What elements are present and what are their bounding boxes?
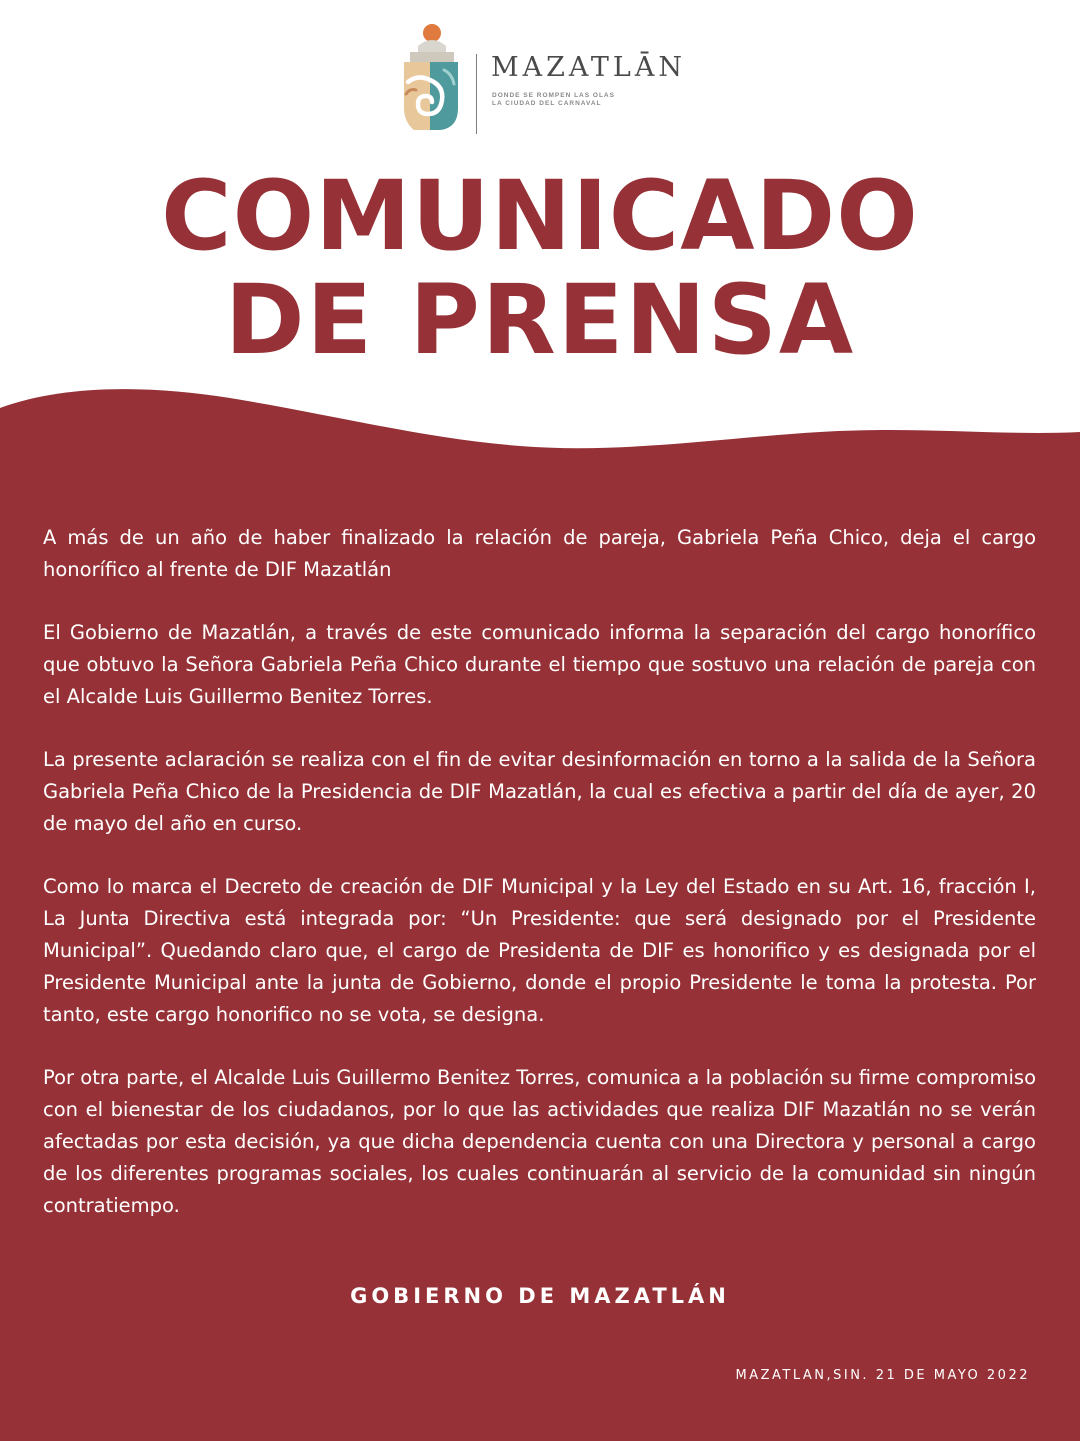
body-paragraph-2: El Gobierno de Mazatlán, a través de este comunicado informa la separación del cargo honorífico que obtuvo la Señora Gabriela Peña Chico durante el tiempo que sostuvo una relación de pareja con el Alcalde Luis Guillermo Benitez Torres. <box>43 621 1036 708</box>
body-paragraph-5: Por otra parte, el Alcalde Luis Guillermo Benitez Torres, comunica a la población su firme compromiso con el bienestar de los ciudadanos, por lo que las actividades que realiza DIF Mazatlán no se verán afectadas por esta decisión, ya que dicha dependencia cuenta con una Directora y personal a cargo de los diferentes programas sociales, los cuales continuarán al servicio de la comunidad sin ningún contratiempo. <box>43 1066 1036 1217</box>
press-release-body <box>43 522 1036 1222</box>
page-title-line-1: COMUNICADO <box>161 160 919 272</box>
body-paragraph-1: A más de un año de haber finalizado la relación de pareja, Gabriela Peña Chico, deja el cargo honorífico al frente de DIF Mazatlán <box>43 526 1036 581</box>
logo-tagline-2: LA CIUDAD DEL CARNAVAL <box>492 100 602 107</box>
logo-tagline-1: DONDE SE ROMPEN LAS OLAS <box>492 92 615 99</box>
signature: GOBIERNO DE MAZATLÁN <box>350 1284 730 1308</box>
mazatlan-logo <box>400 22 700 134</box>
logo-divider <box>476 54 477 134</box>
release-date: MAZATLAN,SIN. 21 DE MAYO 2022 <box>735 1368 1030 1383</box>
page-title-line-2: DE PRENSA <box>224 264 856 376</box>
body-paragraph-4: Como lo marca el Decreto de creación de DIF Municipal y la Ley del Estado en su Art. 16, fracción I, La Junta Directiva está integrada por: “Un Presidente: que será designado por el Presidente Municipal”. Quedando claro que, el cargo de Presidenta de DIF es honorifico y es designada por el Presidente Municipal ante la junta de Gobierno, donde el propio Presidente le toma la protesta. Por tanto, este cargo honorifico no se vota, se designa. <box>43 875 1036 1026</box>
logo-name: MAZATLĀN <box>491 52 686 83</box>
body-paragraph-3: La presente aclaración se realiza con el fin de evitar desinformación en torno a la salida de la Señora Gabriela Peña Chico de la Presidencia de DIF Mazatlán, la cual es efectiva a partir del día de ayer, 20 de mayo del año en curso. <box>43 748 1036 835</box>
mazatlan-wave-logo-icon <box>400 22 462 132</box>
